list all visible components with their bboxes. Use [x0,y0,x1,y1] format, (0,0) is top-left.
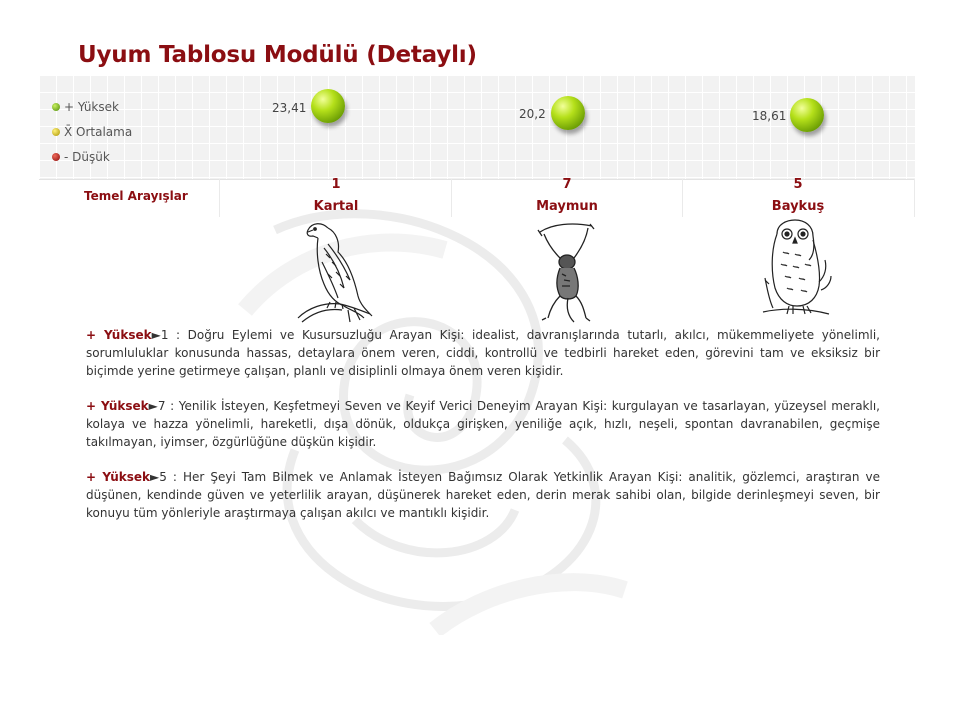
legend-item-low [52,144,132,169]
high-level-ball-icon [551,96,585,130]
score-maymun: 20,2 [519,107,546,121]
arrow-right-icon: ► [150,470,160,484]
row-label-temel-arayislar: Temel Arayışlar [84,189,188,203]
description-paragraph-kartal [86,327,880,380]
legend-label: - Düşük [64,149,110,164]
column-divider [451,179,452,217]
results-grid-background [39,75,915,180]
legend-label: + Yüksek [64,99,119,114]
legend-label: X̄ Ortalama [64,124,133,139]
monkey-icon [532,218,602,324]
column-number: 1 [331,177,341,192]
column-divider [682,179,683,217]
column-name: Kartal [313,199,359,214]
yellow-dot-icon [52,128,60,136]
legend [52,94,132,169]
owl-icon [757,216,833,320]
page-title: Uyum Tablosu Modülü (Detaylı) [78,42,477,68]
score-kartal: 23,41 [272,101,307,115]
green-dot-icon [52,103,60,111]
description-paragraph-maymun [86,398,880,451]
arrow-right-icon: ► [148,399,158,413]
level-label: + Yüksek [86,328,152,342]
column-divider [219,179,220,217]
column-divider [914,179,915,217]
column-number: 5 [793,177,803,192]
column-name: Maymun [536,199,598,214]
description-text: 7 : Yenilik İsteyen, Keşfetmeyi Seven ve Keyif Verici Deneyim Arayan Kişi: kurgulayan ve tasarlayan, yüzeysel meraklı, kolaya ve hazza yönelimli, hareketli, dışa dönük, oldukça girişken, yeniliğe açık, hızlı, neşeli, spontan davranabilen, geçmişe takılmayan, iyimser, özgürlüğüne düşkün kişidir. [86,399,880,449]
eagle-icon [288,218,380,324]
column-name: Baykuş [771,199,825,214]
description-text: 1 : Doğru Eylemi ve Kusursuzluğu Arayan Kişi: idealist, davranışlarında tutarlı, akılcı, mükemmeliyete yönelimli, sorumluluklar konusunda hassas, detaylara önem veren, ciddi, kontrollü ve tedbirli hareket eden, görevini tam ve eksiksiz bir biçimde yerine getirmeye çalışan, planlı ve disiplinli olmaya önem veren kişidir. [86,328,880,378]
description-text: 5 : Her Şeyi Tam Bilmek ve Anlamak İsteyen Bağımsız Olarak Yetkinlik Arayan Kişi: analitik, gözlemci, araştıran ve düşünen, kendinde güven ve yeterlilik arayan, düşünerek hareket eden, derin merak sahibi olan, bilgide derinleşmeyi seven, bir konuyu tüm yönleriyle araştırmaya çalışan akılcı ve mantıklı kişidir. [86,470,880,520]
description-paragraph-baykus [86,469,880,522]
score-baykus: 18,61 [752,109,787,123]
high-level-ball-icon [790,98,824,132]
red-dot-icon [52,153,60,161]
high-level-ball-icon [311,89,345,123]
level-label: + Yüksek [86,399,149,413]
legend-item-average [52,119,132,144]
column-number: 7 [562,177,572,192]
legend-item-high [52,94,132,119]
arrow-right-icon: ► [151,328,161,342]
level-label: + Yüksek [86,470,151,484]
